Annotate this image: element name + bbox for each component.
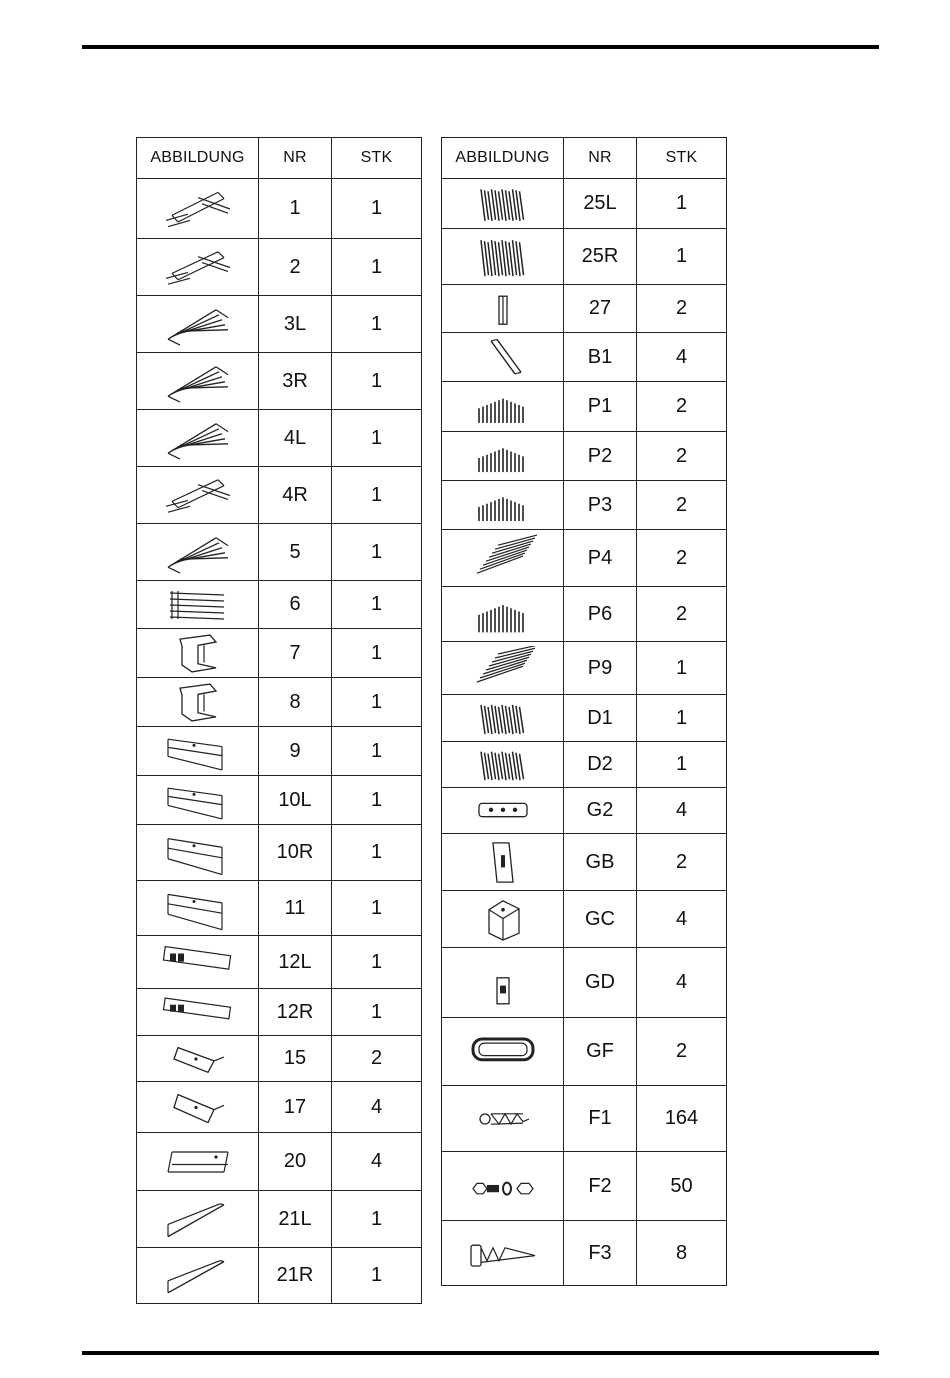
part-number: D2	[564, 742, 637, 788]
table-row	[442, 179, 727, 229]
part-quantity: 2	[637, 1018, 727, 1086]
table-row	[442, 1221, 727, 1286]
angled-profile-icon	[137, 776, 259, 825]
table-row	[137, 1191, 422, 1248]
part-number: 15	[259, 1036, 332, 1082]
part-quantity: 1	[332, 936, 422, 989]
part-quantity: 1	[332, 776, 422, 825]
part-number: B1	[564, 333, 637, 382]
part-number: 10R	[259, 825, 332, 881]
diagonal-brace-icon	[137, 1191, 259, 1248]
corrugated-panel-part-icon	[137, 410, 259, 467]
table-row	[442, 1018, 727, 1086]
table-row	[137, 678, 422, 727]
table-row	[137, 239, 422, 296]
long-screw-icon	[442, 1221, 564, 1286]
table-row	[442, 834, 727, 891]
corrugated-sheet-icon	[442, 229, 564, 285]
part-number: 27	[564, 285, 637, 333]
table-row	[137, 881, 422, 936]
channel-bracket-icon	[137, 629, 259, 678]
table-row	[137, 410, 422, 467]
part-quantity: 2	[637, 432, 727, 481]
table-row	[442, 891, 727, 948]
parts-table-right	[441, 137, 727, 1286]
part-number: P9	[564, 642, 637, 695]
part-number: 1	[259, 179, 332, 239]
corrugated-sheet-icon	[442, 179, 564, 229]
table-row	[442, 1086, 727, 1152]
cube-cap-icon	[442, 891, 564, 948]
part-quantity: 4	[332, 1133, 422, 1191]
part-number: 17	[259, 1082, 332, 1133]
bottom-rule	[82, 1351, 879, 1355]
wavy-sheet-icon	[442, 642, 564, 695]
part-quantity: 4	[332, 1082, 422, 1133]
part-number: 10L	[259, 776, 332, 825]
part-quantity: 1	[332, 239, 422, 296]
part-number: 11	[259, 881, 332, 936]
parts-table-left	[136, 137, 422, 1304]
part-quantity: 2	[637, 834, 727, 891]
part-quantity: 1	[332, 353, 422, 410]
part-quantity: 1	[332, 581, 422, 629]
table-row	[442, 742, 727, 788]
part-quantity: 4	[637, 891, 727, 948]
part-quantity: 2	[637, 285, 727, 333]
angle-bar-icon	[137, 1133, 259, 1191]
wavy-sheet-icon	[442, 530, 564, 587]
part-number: F3	[564, 1221, 637, 1286]
table-row	[137, 727, 422, 776]
part-quantity: 4	[637, 788, 727, 834]
part-quantity: 2	[637, 530, 727, 587]
part-number: 3L	[259, 296, 332, 353]
part-number: P4	[564, 530, 637, 587]
small-post-icon	[442, 285, 564, 333]
table-row	[442, 285, 727, 333]
frame-part-icon	[137, 581, 259, 629]
part-quantity: 1	[332, 989, 422, 1036]
table-row	[442, 432, 727, 481]
part-quantity: 1	[637, 179, 727, 229]
angled-profile-icon	[137, 881, 259, 936]
part-number: D1	[564, 695, 637, 742]
table-row	[442, 642, 727, 695]
table-row	[137, 1036, 422, 1082]
part-quantity: 1	[332, 467, 422, 524]
header-quantity: STK	[637, 138, 727, 179]
header-number: NR	[259, 138, 332, 179]
part-quantity: 1	[637, 229, 727, 285]
curved-sheet-icon	[442, 382, 564, 432]
curved-sheet-icon	[442, 432, 564, 481]
screw-icon	[442, 1086, 564, 1152]
part-quantity: 1	[332, 524, 422, 581]
table-row	[442, 788, 727, 834]
part-number: GB	[564, 834, 637, 891]
part-quantity: 1	[332, 727, 422, 776]
part-number: 5	[259, 524, 332, 581]
part-number: F2	[564, 1152, 637, 1221]
hole-plate-icon	[442, 788, 564, 834]
table-row	[137, 629, 422, 678]
small-clip-icon	[442, 948, 564, 1018]
perforated-bar-icon	[137, 936, 259, 989]
part-number: 7	[259, 629, 332, 678]
part-number: 8	[259, 678, 332, 727]
table-row	[137, 1082, 422, 1133]
table-row	[442, 481, 727, 530]
corrugated-panel-part-icon	[137, 524, 259, 581]
bolt-washer-nut-icon	[442, 1152, 564, 1221]
table-row	[137, 989, 422, 1036]
table-row	[137, 1133, 422, 1191]
table-row	[137, 581, 422, 629]
part-number: GC	[564, 891, 637, 948]
handle-icon	[442, 1018, 564, 1086]
channel-bracket-icon	[137, 678, 259, 727]
table-row	[137, 776, 422, 825]
part-number: 21L	[259, 1191, 332, 1248]
table-row	[442, 530, 727, 587]
part-number: 21R	[259, 1248, 332, 1304]
table-row	[442, 1152, 727, 1221]
table-row	[137, 825, 422, 881]
part-number: 9	[259, 727, 332, 776]
top-rule	[82, 45, 879, 49]
part-number: G2	[564, 788, 637, 834]
curved-sheet-icon	[442, 481, 564, 530]
table-row	[137, 353, 422, 410]
part-number: GF	[564, 1018, 637, 1086]
part-number: P6	[564, 587, 637, 642]
part-number: F1	[564, 1086, 637, 1152]
header-image: ABBILDUNG	[137, 138, 259, 179]
part-quantity: 4	[637, 333, 727, 382]
angled-profile-icon	[137, 825, 259, 881]
part-quantity: 164	[637, 1086, 727, 1152]
part-quantity: 50	[637, 1152, 727, 1221]
header-quantity: STK	[332, 138, 422, 179]
part-quantity: 4	[637, 948, 727, 1018]
table-row	[137, 467, 422, 524]
part-quantity: 8	[637, 1221, 727, 1286]
long-rail-part-icon	[137, 467, 259, 524]
part-number: P2	[564, 432, 637, 481]
table-row	[442, 333, 727, 382]
part-quantity: 1	[637, 742, 727, 788]
part-number: 25L	[564, 179, 637, 229]
part-number: P1	[564, 382, 637, 432]
part-quantity: 1	[332, 825, 422, 881]
part-number: P3	[564, 481, 637, 530]
part-number: GD	[564, 948, 637, 1018]
long-rail-part-icon	[137, 179, 259, 239]
diagonal-brace-icon	[137, 1248, 259, 1304]
corrugated-panel-part-icon	[137, 296, 259, 353]
part-quantity: 2	[637, 587, 727, 642]
curved-sheet-icon	[442, 587, 564, 642]
part-quantity: 1	[332, 629, 422, 678]
table-row	[442, 229, 727, 285]
small-bracket-icon	[137, 1036, 259, 1082]
table-row	[442, 695, 727, 742]
part-number: 25R	[564, 229, 637, 285]
ridged-sheet-icon	[442, 695, 564, 742]
slotted-plate-icon	[442, 834, 564, 891]
part-quantity: 2	[637, 481, 727, 530]
part-quantity: 1	[637, 695, 727, 742]
angle-strip-icon	[442, 333, 564, 382]
table-row	[442, 382, 727, 432]
table-row	[137, 1248, 422, 1304]
part-quantity: 2	[637, 382, 727, 432]
part-quantity: 1	[332, 678, 422, 727]
part-quantity: 1	[637, 642, 727, 695]
table-row	[137, 179, 422, 239]
part-number: 3R	[259, 353, 332, 410]
part-quantity: 2	[332, 1036, 422, 1082]
header-number: NR	[564, 138, 637, 179]
part-number: 6	[259, 581, 332, 629]
corrugated-panel-part-icon	[137, 353, 259, 410]
part-quantity: 1	[332, 1191, 422, 1248]
small-bracket-icon	[137, 1082, 259, 1133]
part-quantity: 1	[332, 881, 422, 936]
header-image: ABBILDUNG	[442, 138, 564, 179]
angled-profile-icon	[137, 727, 259, 776]
table-row	[442, 948, 727, 1018]
perforated-bar-icon	[137, 989, 259, 1036]
part-quantity: 1	[332, 410, 422, 467]
part-number: 4R	[259, 467, 332, 524]
part-quantity: 1	[332, 179, 422, 239]
part-number: 12L	[259, 936, 332, 989]
part-number: 2	[259, 239, 332, 296]
table-row	[137, 296, 422, 353]
long-rail-part-icon	[137, 239, 259, 296]
table-row	[137, 524, 422, 581]
table-row	[137, 936, 422, 989]
part-quantity: 1	[332, 1248, 422, 1304]
part-quantity: 1	[332, 296, 422, 353]
part-number: 4L	[259, 410, 332, 467]
table-row	[442, 587, 727, 642]
ridged-sheet-icon	[442, 742, 564, 788]
part-number: 20	[259, 1133, 332, 1191]
part-number: 12R	[259, 989, 332, 1036]
